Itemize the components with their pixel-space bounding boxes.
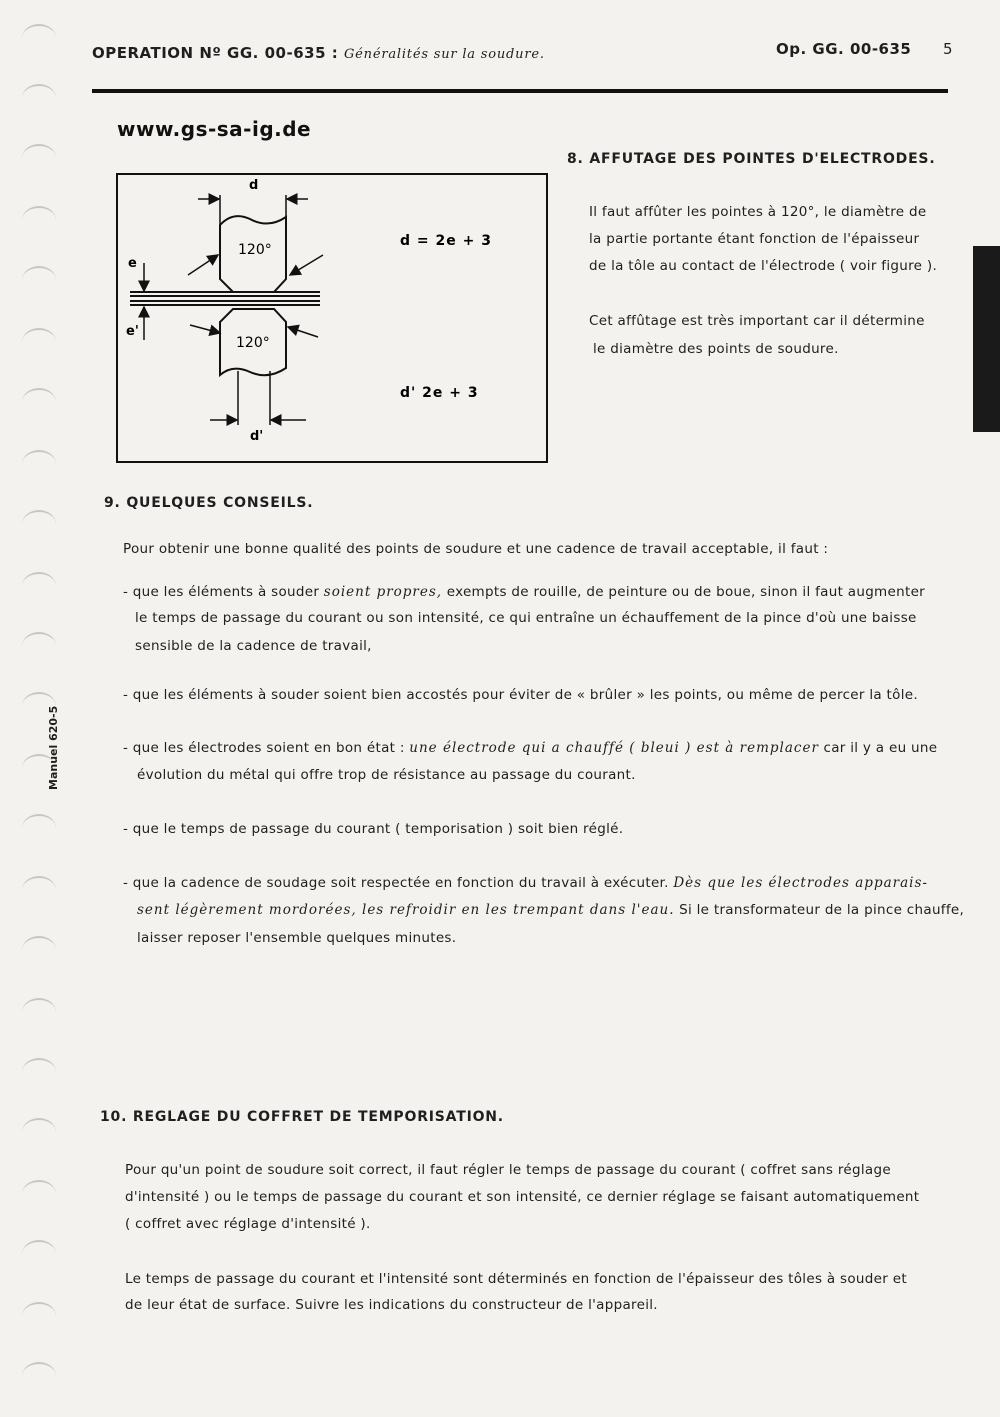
advice-text: - que la cadence de soudage soit respectée en fonction du travail à exécuter. bbox=[123, 875, 674, 891]
advice-emphasis: sent légèrement mordorées, les refroidir en les trempant dans l'eau. bbox=[137, 902, 675, 918]
advice-text: exempts de rouille, de peinture ou de boue, sinon il faut augmenter bbox=[442, 584, 926, 600]
angle-top-label: 120° bbox=[238, 242, 272, 258]
binder-hole bbox=[22, 1118, 56, 1146]
advice-item: - que le temps de passage du courant ( temporisation ) soit bien réglé. bbox=[123, 821, 624, 837]
label-d-prime: d' bbox=[250, 429, 264, 444]
binder-hole bbox=[22, 328, 56, 356]
section-10-text: d'intensité ) ou le temps de passage du courant et son intensité, ce dernier réglage se faisant automatiquement bbox=[125, 1189, 920, 1205]
formula-d-prime: d' 2e + 3 bbox=[400, 385, 479, 401]
advice-item bbox=[123, 579, 925, 606]
binder-hole bbox=[22, 24, 56, 52]
section-8-line: de la tôle au contact de l'électrode ( voir figure ). bbox=[589, 258, 938, 274]
page-number: 5 bbox=[943, 40, 953, 58]
advice-item bbox=[123, 735, 937, 762]
electrode-diagram bbox=[118, 175, 546, 461]
binder-hole bbox=[22, 388, 56, 416]
binder-hole bbox=[22, 84, 56, 112]
advice-text bbox=[137, 897, 964, 924]
advice-emphasis: une électrode qui a chauffé ( bleui ) est à remplacer bbox=[409, 740, 819, 756]
binder-hole bbox=[22, 998, 56, 1026]
section-9-title: 9. QUELQUES CONSEILS. bbox=[104, 495, 314, 511]
advice-text: laisser reposer l'ensemble quelques minutes. bbox=[137, 930, 457, 946]
binder-hole bbox=[22, 1180, 56, 1208]
electrode-figure bbox=[116, 173, 548, 463]
advice-text: Si le transformateur de la pince chauffe, bbox=[674, 902, 965, 918]
binder-hole bbox=[22, 632, 56, 660]
binder-hole bbox=[22, 266, 56, 294]
section-tab-marker bbox=[973, 246, 1000, 432]
binder-hole bbox=[22, 1362, 56, 1390]
angle-bottom-label: 120° bbox=[236, 335, 270, 351]
binder-hole bbox=[22, 1058, 56, 1086]
section-10-title: 10. REGLAGE DU COFFRET DE TEMPORISATION. bbox=[100, 1109, 504, 1125]
advice-text: le temps de passage du courant ou son intensité, ce qui entraîne un échauffement de la pince d'où une baisse bbox=[135, 610, 917, 626]
section-8-line: le diamètre des points de soudure. bbox=[593, 341, 839, 357]
binder-hole bbox=[22, 144, 56, 172]
section-8-title: 8. AFFUTAGE DES POINTES D'ELECTRODES. bbox=[567, 151, 936, 167]
header-rule bbox=[92, 89, 948, 93]
section-10-text: Pour qu'un point de soudure soit correct, il faut régler le temps de passage du courant ( coffret sans réglage bbox=[125, 1162, 891, 1178]
binder-hole bbox=[22, 814, 56, 842]
formula-d: d = 2e + 3 bbox=[400, 233, 492, 249]
section-9-intro: Pour obtenir une bonne qualité des points de soudure et une cadence de travail acceptable, il faut : bbox=[123, 541, 829, 557]
advice-text: évolution du métal qui offre trop de résistance au passage du courant. bbox=[137, 767, 636, 783]
label-e-prime: e' bbox=[126, 324, 139, 339]
advice-item bbox=[123, 870, 928, 897]
section-8-line: Cet affûtage est très important car il détermine bbox=[589, 313, 925, 329]
advice-item: - que les éléments à souder soient bien accostés pour éviter de « brûler » les points, ou même de percer la tôle. bbox=[123, 687, 918, 703]
binder-hole bbox=[22, 206, 56, 234]
advice-emphasis: Dès que les électrodes apparais- bbox=[673, 875, 928, 891]
watermark-url: www.gs-sa-ig.de bbox=[117, 117, 312, 141]
section-10-text: Le temps de passage du courant et l'intensité sont déterminés en fonction de l'épaisseur des tôles à souder et bbox=[125, 1271, 907, 1287]
advice-text: sensible de la cadence de travail, bbox=[135, 638, 372, 654]
binder-hole bbox=[22, 450, 56, 478]
advice-text: car il y a eu une bbox=[818, 740, 938, 756]
binder-hole bbox=[22, 1240, 56, 1268]
binder-hole bbox=[22, 510, 56, 538]
section-8-line: la partie portante étant fonction de l'épaisseur bbox=[589, 231, 920, 247]
operation-subtitle: Généralités sur la soudure. bbox=[343, 47, 545, 62]
label-e: e bbox=[128, 256, 137, 271]
operation-reference: Op. GG. 00-635 bbox=[776, 40, 912, 58]
label-d: d bbox=[249, 178, 259, 193]
advice-text: - que les éléments à souder bbox=[123, 584, 324, 600]
binder-hole bbox=[22, 936, 56, 964]
page-header-title bbox=[92, 44, 545, 62]
section-10-text: de leur état de surface. Suivre les indications du constructeur de l'appareil. bbox=[125, 1297, 658, 1313]
binder-hole bbox=[22, 876, 56, 904]
advice-text: - que les électrodes soient en bon état : bbox=[123, 740, 410, 756]
binder-hole bbox=[22, 572, 56, 600]
section-8-line: Il faut affûter les pointes à 120°, le diamètre de bbox=[589, 204, 927, 220]
advice-emphasis: soient propres, bbox=[323, 584, 443, 600]
operation-number: OPERATION Nº GG. 00-635 : bbox=[92, 44, 339, 62]
manual-side-label: Manuel 620-5 bbox=[47, 705, 60, 790]
binder-hole bbox=[22, 1302, 56, 1330]
section-10-text: ( coffret avec réglage d'intensité ). bbox=[125, 1216, 371, 1232]
